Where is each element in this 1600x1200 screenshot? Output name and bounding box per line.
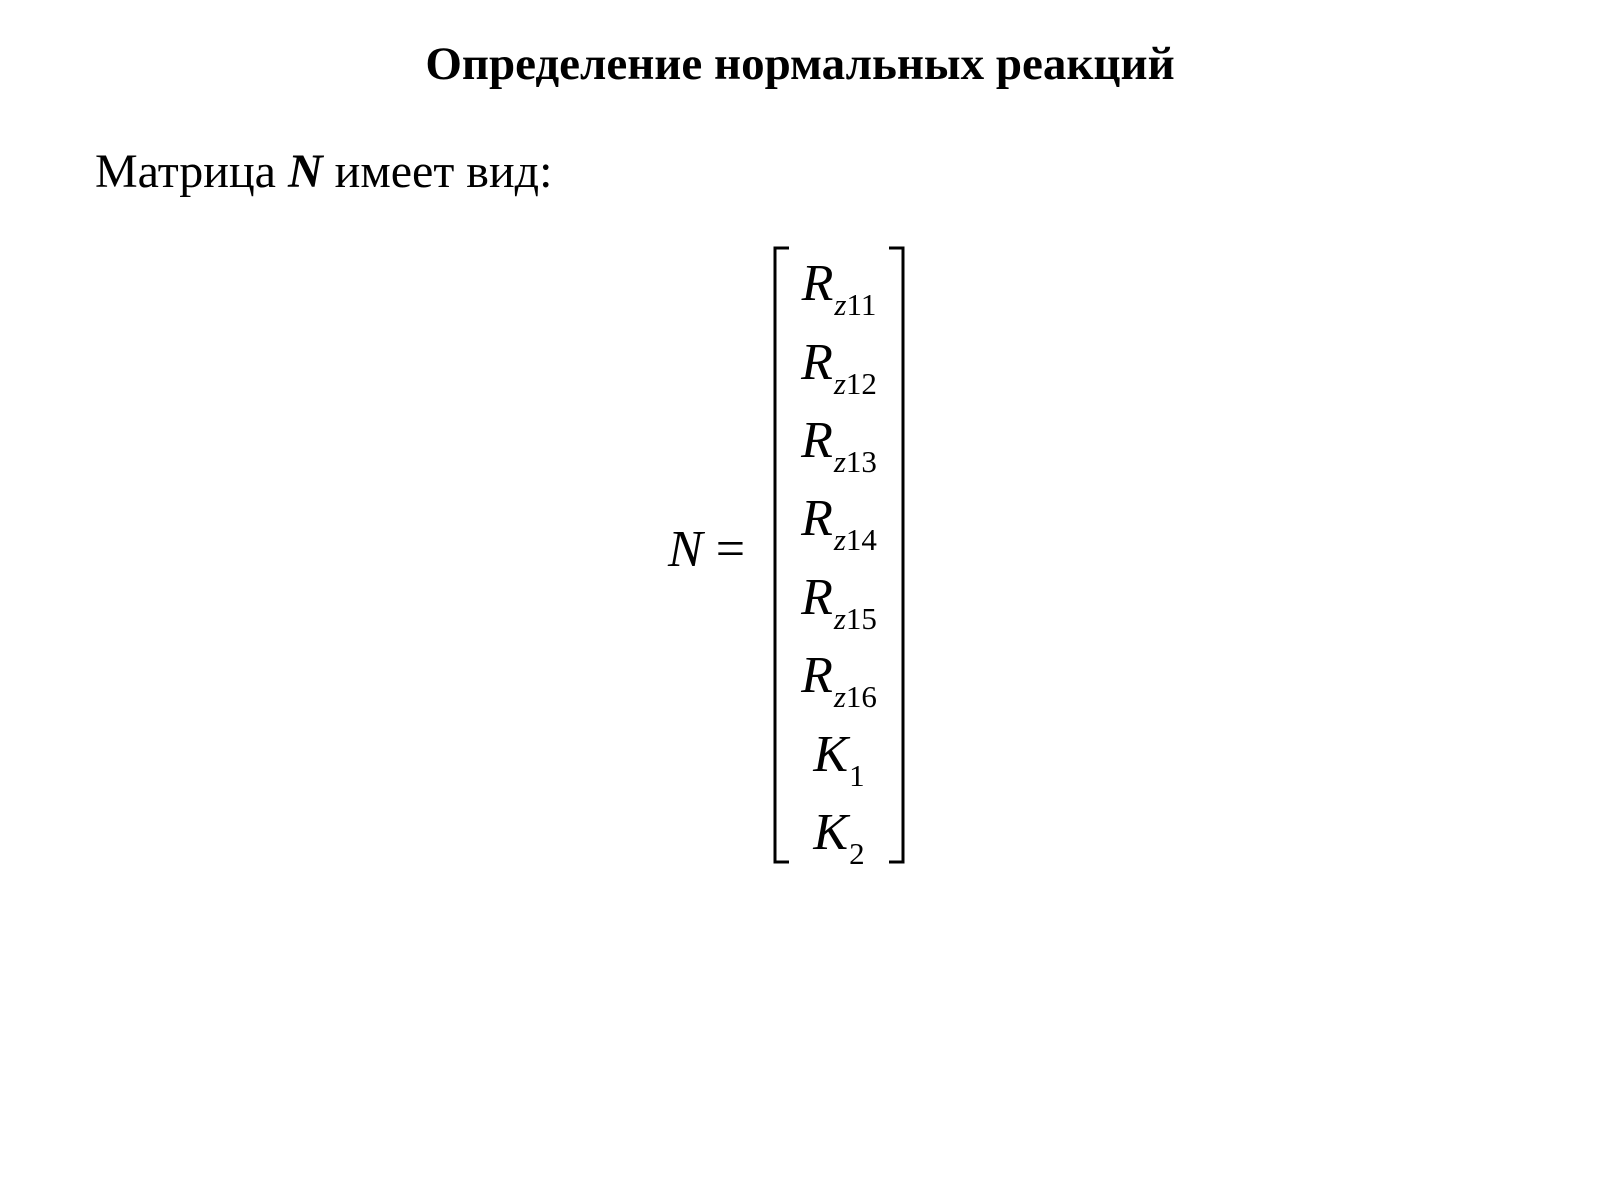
equals-sign: = (715, 521, 746, 578)
vector-entry: $K_2$ (813, 803, 865, 871)
slide-title: Определение нормальных реакций (425, 38, 1175, 90)
vector-entry: $R_{z13}$ (801, 411, 877, 479)
equation-lhs (668, 519, 745, 581)
intro-text-end: имеет вид: (322, 145, 553, 198)
matrix-symbol: N (287, 145, 323, 198)
lhs-symbol: N (668, 521, 703, 578)
vector-entry: $R_{z16}$ (801, 647, 877, 715)
vector-entry: $K_1$ (813, 725, 865, 793)
vector-entry: $R_{z15}$ (801, 568, 877, 636)
vector-entry: $R_{z12}$ (801, 333, 877, 401)
intro-text-start: Матрица (95, 145, 288, 198)
vector-entry: $R_{z11}$ (801, 255, 877, 323)
vector-entry: $R_{z14}$ (801, 490, 877, 558)
intro-sentence (95, 140, 552, 204)
column-vector (780, 248, 898, 875)
